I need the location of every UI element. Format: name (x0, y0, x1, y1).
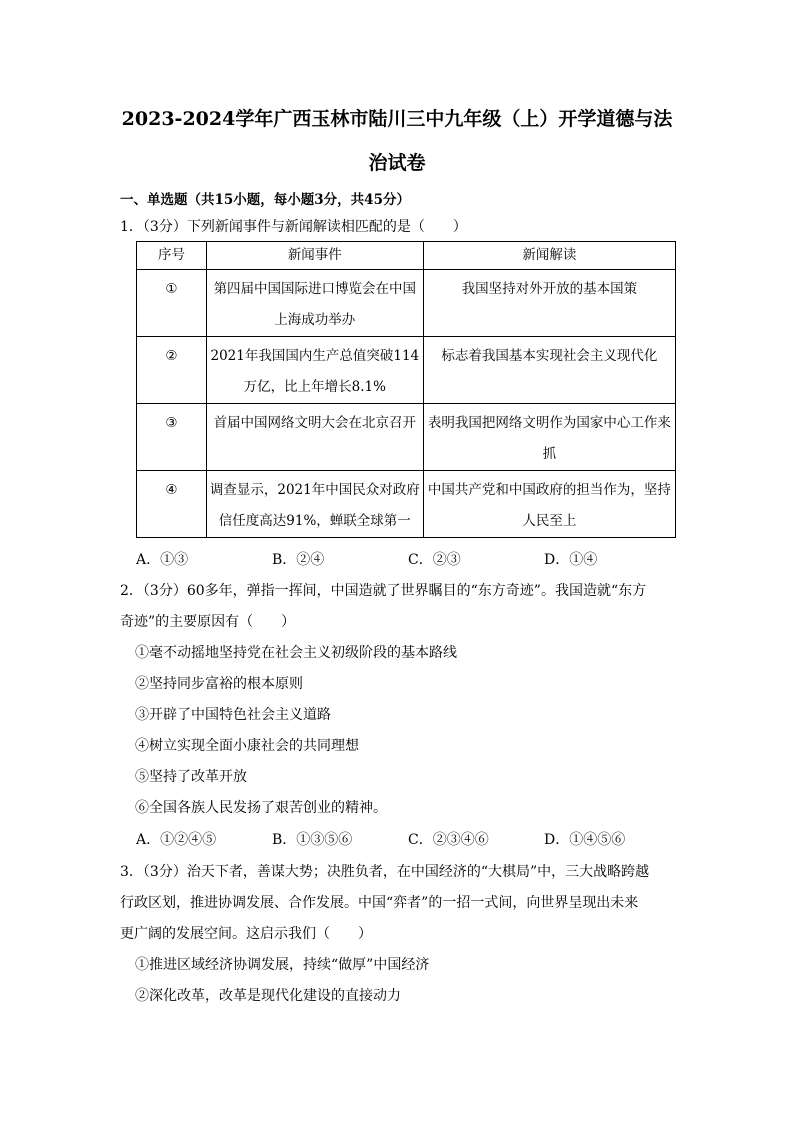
q2-item: ⑥全国各族人民发扬了艰苦创业的精神。 (135, 800, 387, 816)
table-row (137, 337, 676, 404)
table-row (137, 471, 676, 538)
row-event: 第四届中国国际进口博览会在中国上海成功举办 (206, 270, 423, 337)
q3-stem-line1: 3．（3分）治天下者，善谋大势；决胜负者，在中国经济的“大棋局”中，三大战略跨越 (120, 864, 650, 880)
table-row (137, 404, 676, 471)
q2-stem-line1: 2．（3分）60多年，弹指一挥间，中国造就了世界瞩目的“东方奇迹”。我国造就“东方 (120, 583, 647, 599)
option-a[interactable]: A．①③ (136, 552, 189, 568)
row-reading: 标志着我国基本实现社会主义现代化 (423, 337, 675, 404)
exam-title-line2: 治试卷 (368, 152, 426, 174)
row-number: ① (137, 270, 207, 337)
row-reading: 我国坚持对外开放的基本国策 (423, 270, 675, 337)
q3-stem-line3: 更广阔的发展空间。这启示我们（ ） (120, 926, 372, 942)
option-d[interactable]: D．①④⑤⑥ (544, 832, 626, 848)
option-b[interactable]: B．①③⑤⑥ (272, 832, 353, 848)
row-event: 首届中国网络文明大会在北京召开 (206, 404, 423, 471)
section-heading: 一、单选题（共15小题，每小题3分，共45分） (120, 192, 410, 208)
exam-title-line1: 2023-2024学年广西玉林市陆川三中九年级（上）开学道德与法 (121, 108, 673, 130)
header-event: 新闻事件 (206, 242, 423, 270)
q2-item: ④树立实现全面小康社会的共同理想 (135, 738, 359, 754)
q3-stem-line2: 行政区划，推进协调发展、合作发展。中国“弈者”的一招一式间，向世界呈现出未来 (120, 895, 639, 911)
option-a[interactable]: A．①②④⑤ (136, 832, 217, 848)
row-reading: 表明我国把网络文明作为国家中心工作来抓 (423, 404, 675, 471)
option-b[interactable]: B．②④ (272, 552, 325, 568)
q2-options (136, 829, 680, 849)
row-event: 2021年我国国内生产总值突破114万亿，比上年增长8.1% (206, 337, 423, 404)
q2-item: ①毫不动摇地坚持党在社会主义初级阶段的基本路线 (135, 645, 457, 661)
q1-options (136, 549, 680, 569)
row-number: ② (137, 337, 207, 404)
row-event: 调查显示，2021年中国民众对政府信任度高达91%，蝉联全球第一 (206, 471, 423, 538)
table-row (137, 270, 676, 337)
option-d[interactable]: D．①④ (544, 552, 598, 568)
header-reading: 新闻解读 (423, 242, 675, 270)
table-header-row (137, 242, 676, 270)
option-c[interactable]: C．②③④⑥ (408, 832, 489, 848)
q2-item: ②坚持同步富裕的根本原则 (135, 676, 303, 692)
q3-item: ②深化改革，改革是现代化建设的直接动力 (135, 988, 401, 1004)
q2-item: ③开辟了中国特色社会主义道路 (135, 707, 331, 723)
row-number: ③ (137, 404, 207, 471)
q2-item: ⑤坚持了改革开放 (135, 769, 247, 785)
header-number: 序号 (137, 242, 207, 270)
q3-item: ①推进区域经济协调发展，持续“做厚”中国经济 (135, 957, 430, 973)
news-table (136, 241, 676, 538)
row-number: ④ (137, 471, 207, 538)
q1-stem: 1．（3分）下列新闻事件与新闻解读相匹配的是（ ） (120, 219, 467, 235)
q2-stem-line2: 奇迹”的主要原因有（ ） (120, 614, 296, 630)
row-reading: 中国共产党和中国政府的担当作为，坚持人民至上 (423, 471, 675, 538)
option-c[interactable]: C．②③ (408, 552, 461, 568)
